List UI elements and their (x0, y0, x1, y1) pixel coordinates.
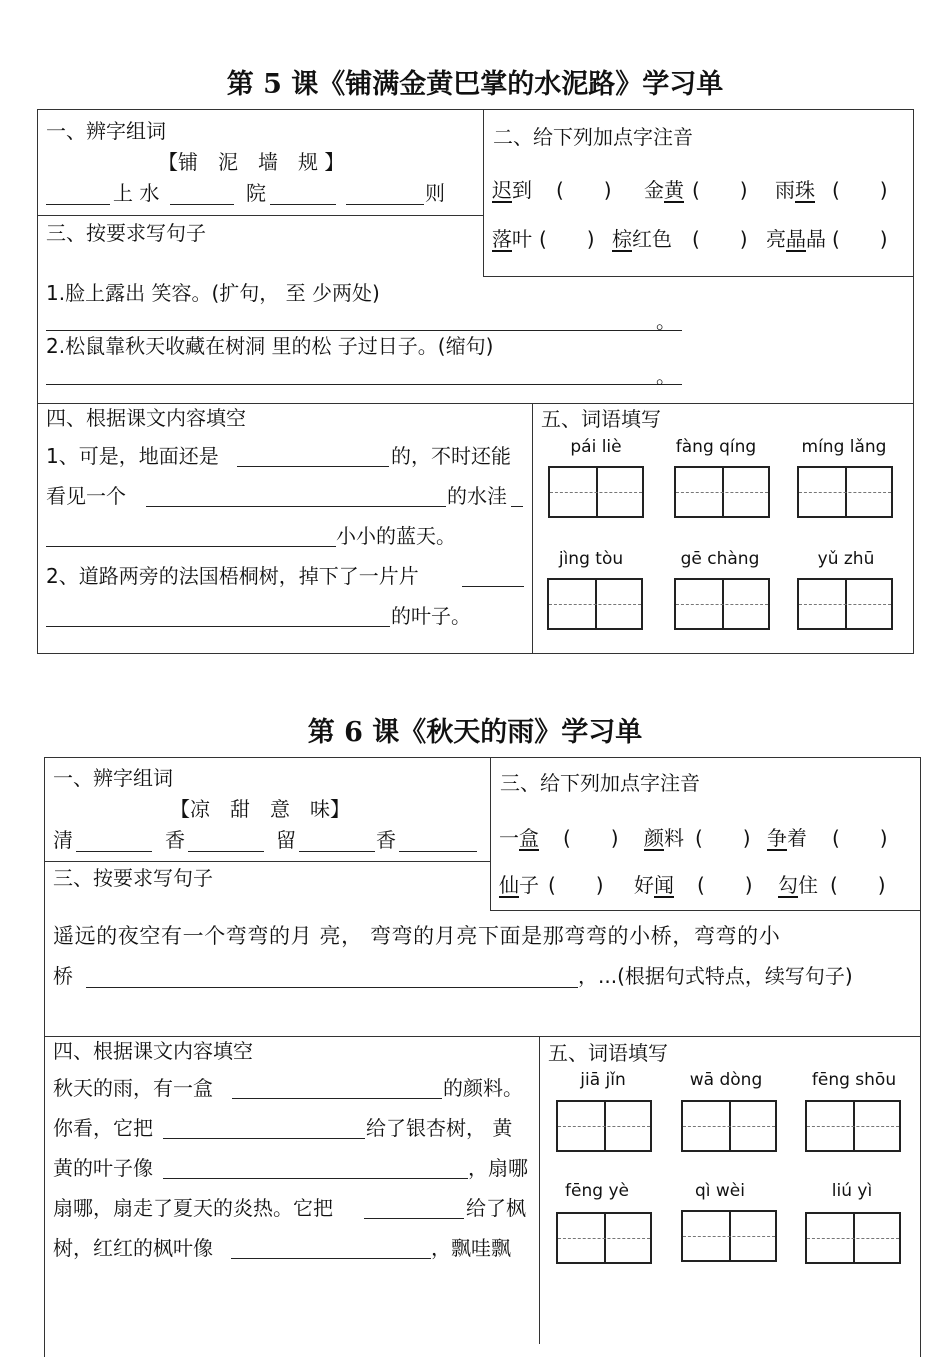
lesson5-s2-heading: 二、给下列加点字注音 (493, 125, 693, 149)
lesson5-title: 第 5 课《铺满金黄巴掌的水泥路》学习单 (226, 69, 724, 100)
tianzige-box[interactable] (674, 466, 770, 518)
lesson5-s1-item: 则 (425, 181, 445, 205)
answer-line[interactable] (46, 384, 682, 385)
tianzige-box[interactable] (556, 1100, 652, 1152)
lesson6-s1-heading: 一、辨字组词 (53, 766, 173, 790)
lesson5-s1-chars: 【铺 泥 墙 规 】 (158, 150, 345, 174)
answer-line[interactable] (46, 330, 682, 331)
tianzige-box[interactable] (556, 1212, 652, 1264)
tianzige-box[interactable] (548, 466, 644, 518)
tianzige-box[interactable] (797, 578, 893, 630)
lesson5-s3-q2: 2.松鼠靠秋天收藏在树洞 里的松 子过日子。(缩句) (46, 334, 494, 358)
tianzige-box[interactable] (797, 466, 893, 518)
tianzige-box[interactable] (805, 1100, 901, 1152)
tianzige-box[interactable] (674, 578, 770, 630)
lesson5-s5-heading: 五、词语填写 (541, 407, 661, 431)
lesson6-s2-heading: 三、给下列加点字注音 (500, 771, 700, 795)
lesson6-s3-heading: 三、按要求写句子 (53, 866, 213, 890)
lesson6-s1-chars: 【凉 甜 意 味】 (170, 797, 350, 821)
lesson5-s1-item: 上 水 (113, 181, 160, 205)
lesson5-s4-heading: 四、根据课文内容填空 (46, 406, 246, 430)
lesson5-s3-heading: 三、按要求写句子 (46, 221, 206, 245)
lesson6-s5-heading: 五、词语填写 (548, 1041, 668, 1065)
lesson6-s4-heading: 四、根据课文内容填空 (53, 1039, 253, 1063)
tianzige-box[interactable] (547, 578, 643, 630)
tianzige-box[interactable] (681, 1100, 777, 1152)
tianzige-box[interactable] (681, 1210, 777, 1262)
lesson5-s1-heading: 一、辨字组词 (46, 119, 166, 143)
lesson5-s3-q1: 1.脸上露出 笑容。(扩句， 至 少两处) (46, 281, 380, 305)
lesson5-s1-item: 院 (246, 181, 266, 205)
tianzige-box[interactable] (805, 1212, 901, 1264)
lesson6-title: 第 6 课《秋天的雨》学习单 (307, 717, 643, 748)
